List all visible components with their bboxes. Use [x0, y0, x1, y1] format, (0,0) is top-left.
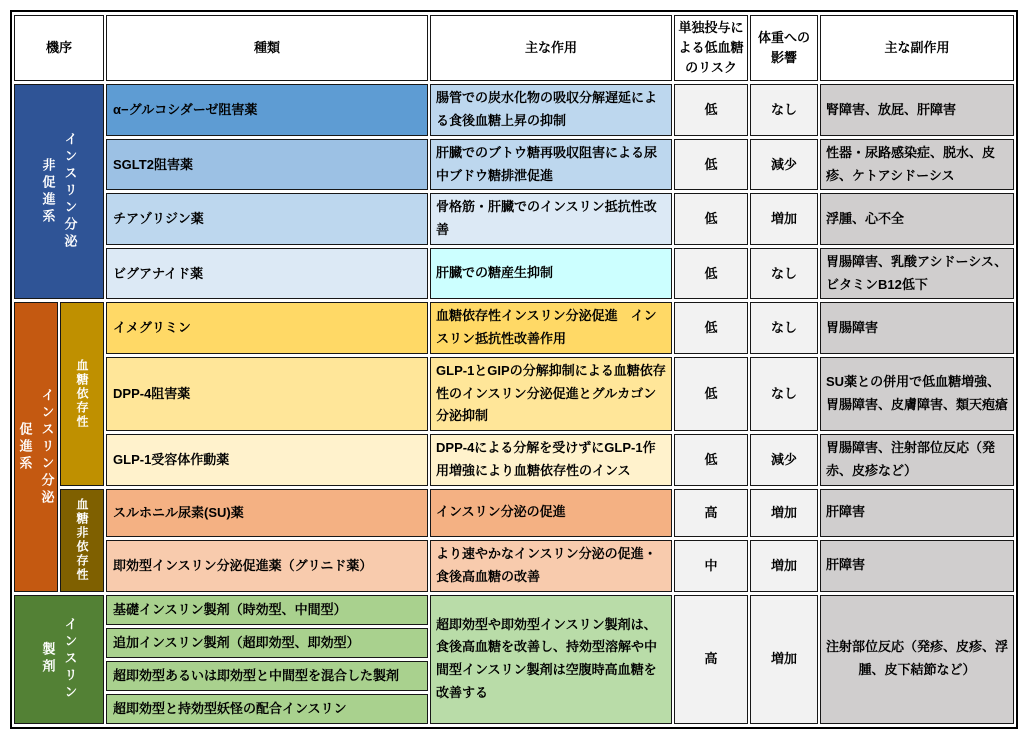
group-promoting-label: 促進系 [17, 421, 33, 473]
drug-type: 基礎インスリン製剤（時効型、中間型） [106, 595, 428, 625]
side-effects: 肝障害 [820, 540, 1014, 592]
weight-value: なし [750, 248, 818, 300]
group-non-promoting-cell [14, 84, 104, 299]
table-row [14, 84, 1014, 136]
drug-type: ビグアナイド薬 [106, 248, 428, 300]
risk-value: 中 [674, 540, 748, 592]
group-labels [15, 132, 103, 251]
side-effects: 胃腸障害、乳酸アシドーシス、ビタミンB12低下 [820, 248, 1014, 300]
drug-type: 超即効型と持効型妖怪の配合インスリン [106, 694, 428, 724]
table-row [14, 489, 1014, 537]
header-weight: 体重への影響 [750, 15, 818, 81]
risk-value: 低 [674, 302, 748, 354]
subgroup-glucose-independent-cell [60, 489, 104, 592]
drug-action: 肝臓でのブトウ糖再吸収阻害による尿中ブドウ糖排泄促進 [430, 139, 672, 191]
drug-action: より速やかなインスリン分泌の促進・食後高血糖の改善 [430, 540, 672, 592]
drug-action: インスリン分泌の促進 [430, 489, 672, 537]
weight-value: なし [750, 84, 818, 136]
weight-value: 減少 [750, 139, 818, 191]
risk-value: 低 [674, 193, 748, 245]
group-labels [15, 388, 57, 507]
group-non-promoting-label: 非促進系 [40, 157, 56, 226]
drug-action: 骨格筋・肝臓でのインスリン抵抗性改善 [430, 193, 672, 245]
risk-value: 高 [674, 595, 748, 724]
header-side-effects: 主な副作用 [820, 15, 1014, 81]
side-effects: 肝障害 [820, 489, 1014, 537]
glucose-dependent-label: 血糖依存性 [75, 359, 89, 430]
drug-type: DPP-4阻害薬 [106, 357, 428, 431]
drug-type: チアゾリジン薬 [106, 193, 428, 245]
table-row [14, 434, 1014, 486]
group-insulin-secretion-label: インスリン分泌 [62, 132, 78, 252]
weight-value: 増加 [750, 193, 818, 245]
drug-type: スルホニル尿素(SU)薬 [106, 489, 428, 537]
table-row [14, 302, 1014, 354]
header-row [14, 15, 1014, 81]
drug-type: 追加インスリン製剤（超即効型、即効型） [106, 628, 428, 658]
weight-value: 増加 [750, 595, 818, 724]
risk-value: 低 [674, 357, 748, 431]
drug-type: SGLT2阻害薬 [106, 139, 428, 191]
table-row [14, 193, 1014, 245]
side-effects: 胃腸障害、注射部位反応（発赤、皮疹など） [820, 434, 1014, 486]
side-effects: 浮腫、心不全 [820, 193, 1014, 245]
header-type: 種類 [106, 15, 428, 81]
drug-action: GLP-1とGIPの分解抑制による血糖依存性のインスリン分泌促進とグルカゴン分泌抑制 [430, 357, 672, 431]
group-labels [15, 617, 103, 702]
header-action: 主な作用 [430, 15, 672, 81]
group-preparation-cell [14, 595, 104, 724]
diabetes-drug-table [10, 10, 1018, 729]
drug-type: イメグリミン [106, 302, 428, 354]
drug-action: 超即効型や即効型インスリン製剤は、食後高血糖を改善し、持効型溶解や中間型インスリン製剤は空腹時高血糖を改善する [430, 595, 672, 724]
weight-value: 増加 [750, 540, 818, 592]
side-effects: SU薬との併用で低血糖増強、胃腸障害、皮膚障害、類天疱瘡 [820, 357, 1014, 431]
group-preparation-label: 製剤 [40, 642, 56, 677]
drug-action: 血糖依存性インスリン分泌促進 インスリン抵抗性改善作用 [430, 302, 672, 354]
side-effects: 腎障害、放屁、肝障害 [820, 84, 1014, 136]
drug-type: 超即効型あるいは即効型と中間型を混合した製剤 [106, 661, 428, 691]
group-insulin-label: インスリン [62, 616, 78, 702]
risk-value: 低 [674, 248, 748, 300]
weight-value: なし [750, 357, 818, 431]
drug-type: 即効型インスリン分泌促進薬（グリニド薬） [106, 540, 428, 592]
header-mechanism: 機序 [14, 15, 104, 81]
risk-value: 低 [674, 84, 748, 136]
table-row [14, 139, 1014, 191]
risk-value: 高 [674, 489, 748, 537]
weight-value: 減少 [750, 434, 818, 486]
weight-value: なし [750, 302, 818, 354]
table-row [14, 540, 1014, 592]
table-row [14, 595, 1014, 625]
table-row [14, 357, 1014, 431]
drug-type: GLP-1受容体作動薬 [106, 434, 428, 486]
group-insulin-secretion-label: インスリン分泌 [39, 387, 55, 507]
weight-value: 増加 [750, 489, 818, 537]
subgroup-glucose-dependent-cell [60, 302, 104, 485]
glucose-independent-label: 血糖非依存性 [75, 498, 89, 583]
risk-value: 低 [674, 434, 748, 486]
risk-value: 低 [674, 139, 748, 191]
side-effects: 胃腸障害 [820, 302, 1014, 354]
table-row [14, 248, 1014, 300]
drug-action: 肝臓での糖産生抑制 [430, 248, 672, 300]
drug-action: DPP-4による分解を受けずにGLP-1作用増強により血糖依存性のインス [430, 434, 672, 486]
drug-type: α−グルコシダーゼ阻害薬 [106, 84, 428, 136]
side-effects: 注射部位反応（発疹、皮疹、浮腫、皮下結節など） [820, 595, 1014, 724]
header-risk: 単独投与による低血糖のリスク [674, 15, 748, 81]
group-promoting-cell [14, 302, 58, 591]
side-effects: 性器・尿路感染症、脱水、皮疹、ケトアシドーシス [820, 139, 1014, 191]
drug-action: 腸管での炭水化物の吸収分解遅延による食後血糖上昇の抑制 [430, 84, 672, 136]
